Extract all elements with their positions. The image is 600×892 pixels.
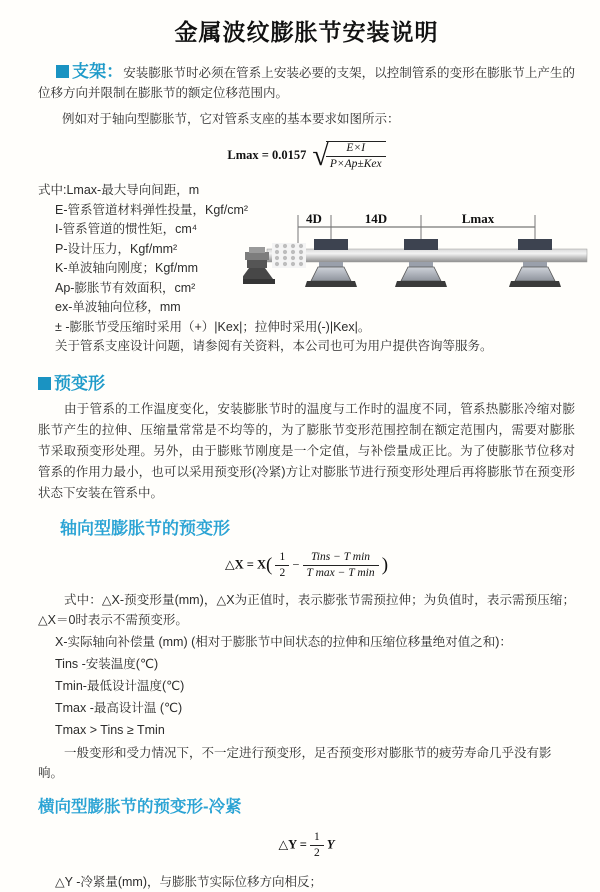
support-section-heading: 支架：: [72, 62, 124, 81]
dim-label-lmax: Lmax: [461, 211, 495, 226]
lateral-formula: [38, 831, 575, 860]
section-square-icon: [38, 377, 51, 390]
pipe-support-diagram: [243, 209, 595, 305]
definition-line: 关于管系支座设计问题，请参阅有关资料，本公司也可为用户提供咨询等服务。: [55, 339, 493, 353]
pipe: [267, 249, 587, 262]
definition-line: K-单波轴向刚度；Kgf/mm: [55, 261, 199, 275]
lateral-subheading: 横向型膨胀节的预变形-冷紧: [38, 797, 242, 816]
section-square-icon: [56, 65, 69, 78]
predeform-section-heading: [38, 369, 575, 394]
dim-label-4d: 4D: [306, 211, 322, 226]
right-paren: ): [381, 554, 389, 575]
axial-subheading: 轴向型膨胀节的预变形: [60, 518, 230, 538]
temp-denominator: T max − T min: [306, 566, 375, 579]
axial-item: Tins -安装温度(℃): [55, 656, 159, 671]
support-intro-text: 安装膨胀节时必须在管系上安装必要的支架，以控制管系的变形在膨胀节上产生的位移方向并限制在膨胀节的额定位移范围内。: [38, 66, 576, 100]
left-paren: (: [266, 554, 273, 575]
pipe-support: [395, 239, 447, 287]
temp-numerator: Tins − T min: [303, 551, 379, 566]
axial-item: Tmax > Tins ≥ Tmin: [55, 722, 165, 737]
half-numerator: 1: [310, 831, 324, 846]
half-denominator: 2: [279, 566, 286, 579]
minus-sign: −: [292, 556, 300, 571]
axial-explain-paragraph: 式中：△X-预变形量(mm)，△X为正值时，表示膨张节需预拉伸；为负值时，表示需预压缩；△X＝0时表示不需预变形。: [38, 592, 575, 627]
lmax-formula: [38, 141, 575, 171]
lateral-formula-rhs: Y: [326, 836, 335, 851]
axial-formula-lhs: △X = X: [224, 556, 267, 571]
half-denominator: 2: [314, 846, 320, 859]
definitions-and-diagram: [38, 181, 575, 357]
lmax-formula-lhs: Lmax = 0.0157: [227, 147, 307, 162]
dim-label-14d: 14D: [364, 211, 388, 226]
axial-item: Tmax -最高设计温 (℃): [55, 700, 183, 715]
predeform-body-paragraph: 由于管系的工作温度变化，安装膨胀节时的温度与工作时的温度不同，管系热膨胀冷缩对膨胀节产生的拉伸、压缩量常常是不均等的，为了膨胀节变形范围控制在额定范围内，需要对膨胀节采取预变形处理。另外，由于膨账节刚度是一个定值，与补偿量成正比。为了使膨胀节位移对管系的作用力最小，也可以采用预变形(冷紧)方让对膨胀节进行预变形处理后再将膨胀节在预变形状态下安装在管系中。: [38, 401, 575, 500]
half-numerator: 1: [275, 551, 289, 566]
bellows-section: [272, 243, 306, 268]
definition-line: P-设计压力，Kgf/mm²: [55, 241, 178, 256]
lateral-item: △Y -冷紧量(mm)，与膨胀节实际位移方向相反；: [55, 874, 323, 889]
support-example-line: 例如对于轴向型膨胀节，它对管系支座的基本要求如图所示：: [62, 112, 400, 126]
sqrt-symbol: √: [312, 139, 329, 172]
pipe-support: [305, 239, 357, 287]
definition-line: I-管系管道的惯性矩，cm⁴: [55, 222, 198, 236]
definition-line: Ap-膨胀节有效面积，cm²: [55, 280, 196, 295]
axial-item: X-实际轴向补偿量 (mm) (相对于膨胀节中间状态的拉伸和压缩位移量绝对值之和)：: [55, 634, 512, 649]
lmax-formula-numerator: E×I: [326, 142, 386, 157]
lmax-formula-fraction: [326, 141, 386, 171]
temperature-fraction: [303, 551, 379, 580]
lmax-formula-denominator: P×Ap±Kex: [329, 158, 382, 170]
definition-line: ex-单波轴向位移，mm: [55, 300, 181, 314]
half-fraction: [275, 551, 289, 580]
definition-line: E-管系管道材料弹性投量，Kgf/cm²: [55, 202, 249, 217]
predeform-heading-text: 预变形: [54, 373, 105, 393]
lateral-formula-lhs: △Y =: [278, 836, 307, 851]
pipe-support: [509, 239, 561, 287]
page-title: 金属波纹膨胀节安装说明: [174, 19, 439, 45]
definition-line: 式中:Lmax-最大导向间距，m: [38, 183, 200, 197]
axial-formula: [38, 551, 575, 580]
definition-line: ± -膨胀节受压缩时采用（+）|Kex|；拉伸时采用(-)|Kex|。: [55, 319, 371, 334]
axial-note: 一般变形和受力情况下，不一定进行预变形，足否预变形对膨胀节的疲劳寿命几乎没有影响。: [38, 745, 552, 780]
support-intro-paragraph: [38, 62, 575, 103]
axial-item: Tmin-最低设计温度(℃): [55, 678, 185, 693]
half-fraction: [310, 831, 324, 860]
